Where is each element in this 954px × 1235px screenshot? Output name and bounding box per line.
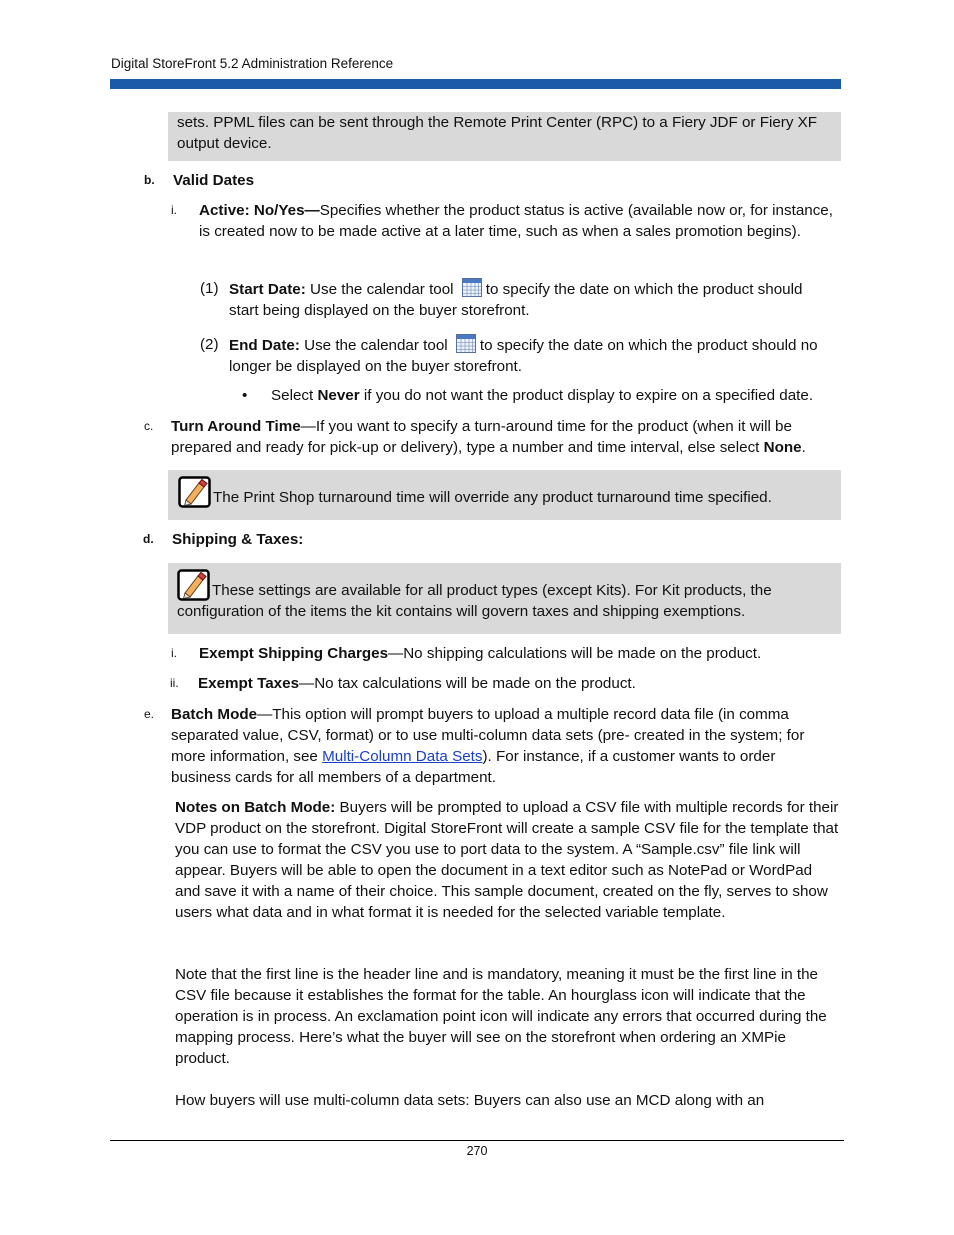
batch-notes-label: Notes on Batch Mode: [175, 799, 336, 816]
exempt-taxes-label: Exempt Taxes [198, 675, 300, 692]
turnaround-label: Turn Around Time [171, 418, 301, 435]
end-date-text: to specify the date on which the product should no longer be displayed on the buyer storefront. [229, 337, 818, 375]
item-d-i-marker: i. [171, 646, 177, 660]
calendar-icon [456, 334, 476, 353]
mcd-paragraph: How buyers will use multi-column data sets: Buyers can also use an MCD along with an [175, 1092, 765, 1109]
active-paragraph [199, 200, 835, 242]
turnaround-note-text: The Print Shop turnaround time will override any product turnaround time specified. [213, 489, 772, 506]
header-rule [110, 79, 841, 89]
exempt-shipping-label: Exempt Shipping Charges [199, 645, 389, 662]
start-date-label: Start Date: [229, 281, 306, 298]
start-date-paragraph: Start Date: Use the calendar tool to specify the date on which the product should start being displayed on the buyer storefront. [229, 278, 835, 321]
end-date-label: End Date: [229, 337, 300, 354]
never-label: Never [317, 387, 360, 404]
header-line-paragraph: Note that the first line is the header line and is mandatory, meaning it must be the first line in the CSV file because it establishes the format for the table. An hourglass icon will indicate that the operation is in process. An exclamation point icon will indicate any errors that occurred during the mapping process. Here’s what the buyer will see on the storefront when ordering an XMPie product. [175, 966, 827, 1067]
exempt-taxes-paragraph: Exempt Taxes—No tax calculations will be made on the product. [198, 675, 636, 692]
item-e-marker: e. [144, 707, 155, 721]
end-date-paragraph: End Date: Use the calendar tool to specify the date on which the product should no longer be displayed on the buyer storefront. [229, 334, 844, 377]
multi-column-data-sets-link[interactable]: Multi-Column Data Sets [322, 748, 483, 765]
item-b-i-marker: i. [171, 203, 177, 217]
document-header-title: Digital StoreFront 5.2 Administration Reference [111, 56, 394, 71]
turnaround-paragraph: Turn Around Time—If you want to specify a turn-around time for the product (when it will be prepared and ready for pick-up or delivery), type a number and time interval, else select None. [171, 418, 806, 456]
start-date-marker: (1) [200, 280, 219, 297]
item-d-ii-marker: ii. [170, 676, 179, 690]
pencil-note-icon [177, 569, 210, 601]
batch-mode-label: Batch Mode [171, 706, 258, 723]
pencil-note-icon [178, 476, 211, 508]
active-label: Active: No/Yes— [199, 202, 320, 219]
continued-note-text: sets. PPML files can be sent through the Remote Print Center (RPC) to a Fiery JDF or Fiery XF output device. [177, 114, 818, 152]
batch-mode-paragraph: Batch Mode—This option will prompt buyers to upload a multiple record data file (in comma separated value, CSV, format) or to use multi-column data sets (pre- created in the system; for more information, see Multi-Column Data Sets). For instance, if a customer wants to order business cards for all members of a department. [171, 706, 805, 786]
item-c-marker: c. [144, 419, 154, 433]
never-bullet: Select Never if you do not want the product display to expire on a specified date. [271, 387, 814, 404]
turnaround-note [178, 476, 838, 508]
item-d-marker: d. [143, 532, 154, 546]
shipping-note [177, 569, 832, 622]
item-b-heading: Valid Dates [173, 172, 255, 189]
shipping-note-text: These settings are available for all product types (except Kits). For Kit products, the configuration of the items the kit contains will govern taxes and shipping exemptions. [177, 582, 772, 620]
batch-notes-paragraph: Notes on Batch Mode: Buyers will be prompted to upload a CSV file with multiple records for their VDP product on the storefront. Digital StoreFront will create a sample CSV file for the template that you can use to format the CSV you use to port data to the system. A “Sample.csv” file link will appear. Buyers will be able to open the document in a text editor such as NotePad or WordPad and save it with a name of their choice. This sample document, created on the fly, serves to show users what data and in what format it is needed for the selected variable template. [175, 799, 839, 921]
page-number: 270 [466, 1144, 488, 1158]
bullet-marker: • [242, 387, 248, 404]
footer-rule [110, 1140, 844, 1141]
none-label: None [763, 439, 802, 456]
start-date-text: to specify the date on which the product should start being displayed on the buyer storefront. [229, 281, 803, 319]
end-date-marker: (2) [200, 336, 219, 353]
active-text: Specifies whether the product status is active (available now or, for instance, is created now to be made active at a later time, such as when a sales promotion begins). [199, 202, 833, 240]
item-d-heading: Shipping & Taxes: [172, 531, 304, 548]
item-b-marker: b. [144, 173, 155, 187]
exempt-shipping-paragraph: Exempt Shipping Charges—No shipping calculations will be made on the product. [199, 645, 762, 662]
calendar-icon [462, 278, 482, 297]
